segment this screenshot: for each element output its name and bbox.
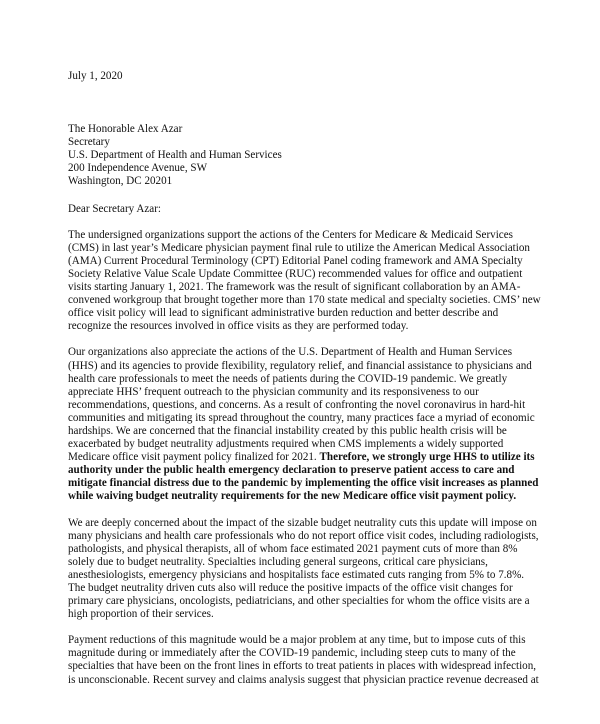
letter-body — [68, 70, 542, 700]
paragraph-4: Payment reductions of this magnitude would be a major problem at any time, but to impose cuts of this magnitude during or immediately after the COVID-19 pandemic, including steep cuts to many of the specialties that have been on the front lines in efforts to treat patients in places with widespread infection, is unconscionable. Recent survey and claims analysis suggest that physician practice revenue decreased at — [68, 634, 539, 686]
paragraph-2 — [68, 346, 542, 503]
recipient-name: The Honorable Alex Azar — [68, 123, 183, 136]
recipient-street: 200 Independence Avenue, SW — [68, 162, 208, 175]
paragraph-2-bold-request: Therefore, we strongly urge HHS to utilize its authority under the public health emergency declaration to preserve patient access to care and mitigate financial distress due to the pandemic by implementing the office visit increases as planned while waiving budget neutrality requirements for the new Medicare office visit payment policy. — [68, 451, 539, 503]
paragraph-1: The undersigned organizations support the actions of the Centers for Medicare & Medicaid Services (CMS) in last year’s Medicare physician payment final rule to utilize the American Medical Association (AMA) Current Procedural Terminology (CPT) Editorial Panel coding framework and AMA Specialty Society Relative Value Scale Update Committee (RUC) recommended values for office and outpatient visits starting January 1, 2021. The framework was the result of significant collaboration by an AMA-convened workgroup that brought together more than 170 state medical and specialty societies. CMS’ new office visit policy will lead to significant administrative burden reduction and better describe and recognize the resources involved in office visits as they are performed today. — [68, 228, 541, 333]
letter-date: July 1, 2020 — [68, 70, 123, 82]
recipient-address — [68, 123, 542, 188]
recipient-title: Secretary — [68, 136, 110, 149]
recipient-department: U.S. Department of Health and Human Services — [68, 149, 282, 162]
paragraph-3: We are deeply concerned about the impact of the sizable budget neutrality cuts this update will impose on many physicians and health care professionals who do not report office visit codes, including radiologists, pathologists, and physical therapists, all of whom face estimated 2021 payment cuts of more than 8% solely due to budget neutrality. Specialties including general surgeons, critical care physicians, anesthesiologists, emergency physicians and hospitalists face estimated cuts ranging from 5% to 7.8%. The budget neutrality driven cuts also will reduce the positive impacts of the office visit changes for primary care physicians, oncologists, pediatricians, and other specialties for whom the office visits are a high proportion of their services. — [68, 516, 539, 621]
salutation: Dear Secretary Azar: — [68, 202, 162, 215]
paragraph-2-text: Our organizations also appreciate the actions of the U.S. Department of Health and Human Services (HHS) and its agencies to provide flexibility, regulatory relief, and financial assistance to physicians and health care professionals to meet the needs of patients during the COVID-19 pandemic. We greatly appreciate HHS’ frequent outreach to the physician community and its responsiveness to our recommendations, questions, and concerns. As a result of confronting the novel coronavirus in hard-hit communities and mitigating its spread throughout the country, many practices face a myriad of economic hardships. We are concerned that the financial instability created by this public health crisis will be exacerbated by budget neutrality adjustments required when CMS implements a widely supported Medicare office visit payment policy finalized for 2021. — [68, 346, 535, 464]
recipient-city: Washington, DC 20201 — [68, 175, 173, 188]
